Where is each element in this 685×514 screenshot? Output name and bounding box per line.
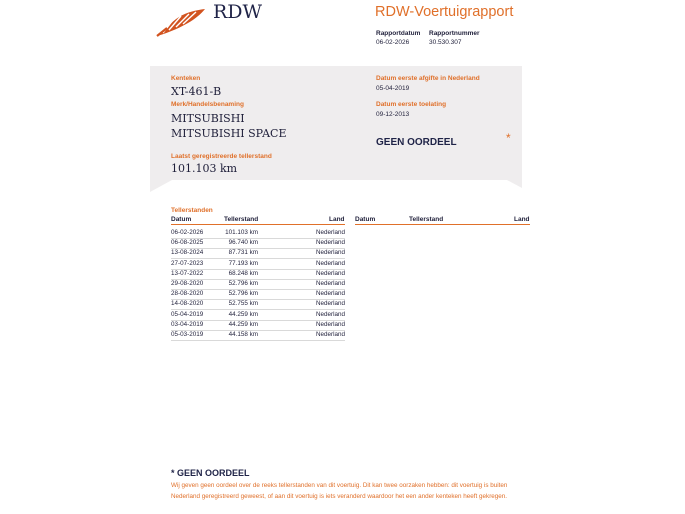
row-reading: 44.158 km: [228, 331, 258, 338]
row-date: 05-04-2019: [171, 310, 204, 318]
make-value: MITSUBISHI: [171, 112, 245, 125]
note-title: * GEEN OORDEEL: [171, 468, 250, 478]
row-reading: 87.731 km: [228, 249, 258, 257]
first-admission-value: 09-12-2013: [376, 111, 410, 118]
row-date: 29-08-2020: [171, 280, 204, 287]
panel-corner-left: [150, 180, 172, 192]
col-country-header: Land: [329, 216, 345, 223]
verdict-star: *: [506, 131, 511, 145]
row-country: Nederland: [315, 310, 345, 318]
first-registration-nl-value: 05-04-2019: [376, 85, 410, 92]
col-date-header-right: Datum: [355, 216, 376, 223]
odometer-section-title: Tellerstanden: [171, 207, 213, 214]
row-country: Nederland: [315, 300, 345, 308]
table-row: [171, 329, 345, 341]
odometer-last-value: 101.103 km: [171, 162, 238, 175]
rdw-logo-icon: [155, 8, 207, 38]
row-reading: 52.796 km: [228, 280, 258, 287]
plate-label: Kenteken: [171, 75, 201, 82]
table-header-rule-left: [171, 224, 345, 225]
row-reading: 77.193 km: [228, 259, 258, 267]
row-country: Nederland: [315, 239, 345, 247]
row-country: Nederland: [315, 269, 345, 277]
brand-name: RDW: [213, 1, 263, 23]
row-country: Nederland: [315, 331, 345, 338]
row-reading: 52.755 km: [228, 300, 258, 308]
note-text: Wij geven geen oordeel over de reeks tellerstanden van dit voertuig. Dit kan twee oorzaken hebben: dit voertuig is buiten Nederland geregistreerd geweest, of aan dit voertuig is iets veranderd waardoor het een ander kenteken heeft gekregen.: [171, 482, 508, 500]
verdict-label: GEEN OORDEEL: [376, 137, 457, 148]
row-date: 13-07-2022: [171, 269, 204, 277]
row-reading: 96.740 km: [228, 239, 258, 247]
first-registration-nl-label: Datum eerste afgifte in Nederland: [376, 75, 480, 82]
row-country: Nederland: [315, 249, 345, 257]
col-reading-header: Tellerstand: [224, 216, 259, 223]
row-reading: 68.248 km: [228, 269, 258, 277]
row-date: 28-08-2020: [171, 290, 204, 298]
row-date: 06-08-2025: [171, 239, 204, 247]
row-country: Nederland: [315, 290, 345, 298]
row-country: Nederland: [315, 259, 345, 267]
report-number-label: Rapportnummer: [429, 30, 480, 37]
row-date: 03-04-2019: [171, 320, 204, 328]
first-admission-label: Datum eerste toelating: [376, 101, 447, 108]
row-date: 06-02-2026: [171, 229, 204, 236]
row-date: 13-08-2024: [171, 249, 204, 257]
report-number-value: 30.530.307: [429, 39, 462, 46]
report-date-value: 06-02-2026: [376, 39, 410, 46]
row-country: Nederland: [315, 320, 345, 328]
row-country: Nederland: [315, 229, 345, 236]
col-country-header-right: Land: [514, 216, 530, 223]
row-reading: 52.796 km: [228, 290, 258, 298]
row-country: Nederland: [315, 280, 345, 287]
report-title: RDW-Voertuigrapport: [375, 4, 514, 20]
odometer-last-label: Laatst geregistreerde tellerstand: [171, 153, 272, 160]
make-label: Merk/Handelsbenaming: [171, 101, 244, 108]
panel-corner-right: [507, 180, 522, 188]
row-date: 14-08-2020: [171, 300, 204, 308]
model-value: MITSUBISHI SPACE: [171, 127, 287, 140]
row-reading: 44.259 km: [228, 310, 258, 318]
col-reading-header-right: Tellerstand: [409, 216, 444, 223]
row-reading: 101.103 km: [225, 229, 258, 236]
col-date-header: Datum: [171, 216, 192, 223]
report-date-label: Rapportdatum: [376, 30, 421, 37]
row-date: 05-03-2019: [171, 331, 204, 338]
row-reading: 44.259 km: [228, 320, 258, 328]
table-header-rule-right: [355, 224, 530, 225]
plate-value: XT-461-B: [171, 85, 222, 98]
row-date: 27-07-2023: [171, 259, 204, 267]
